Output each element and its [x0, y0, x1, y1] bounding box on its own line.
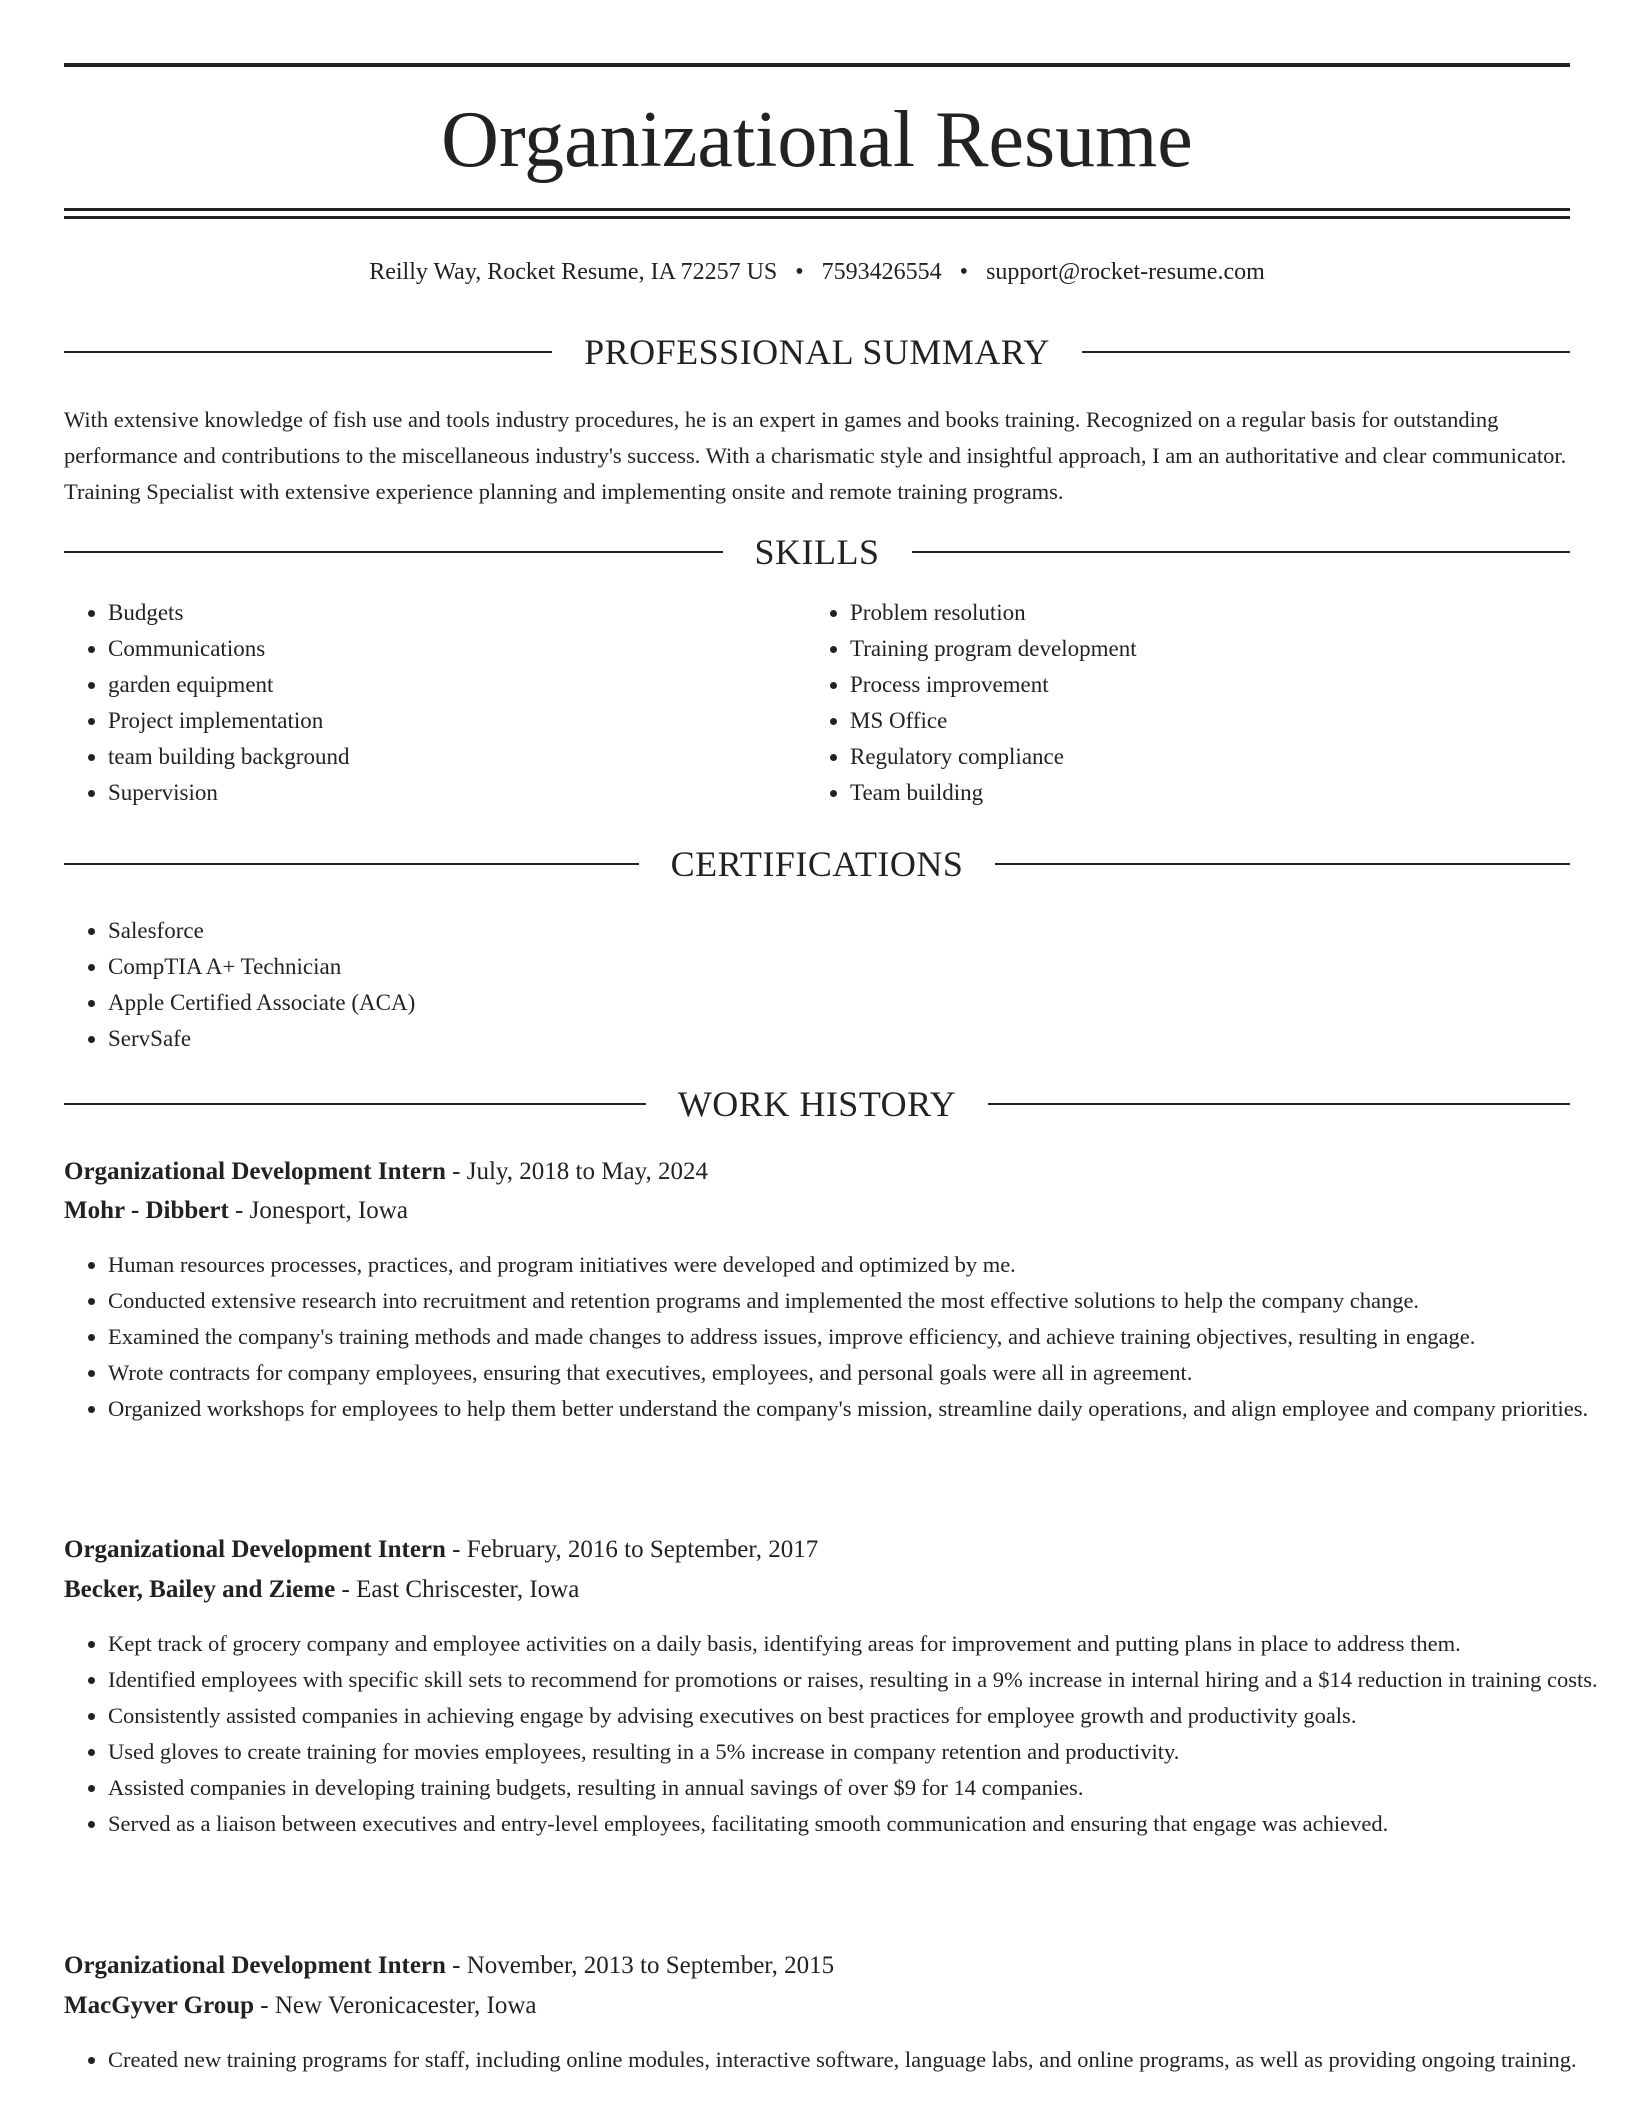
job-dates: - July, 2018 to May, 2024: [445, 1158, 708, 1185]
certification-item: • Apple Certified Associate (ACA): [108, 985, 1570, 1021]
job-dates: - February, 2016 to September, 2017: [445, 1536, 819, 1563]
skill-item: • Project implementation: [108, 703, 798, 739]
job-company-line: [64, 1572, 1570, 1608]
heading-rule: [988, 1103, 1570, 1105]
job-bullet: • Created new training programs for staff, including online modules, interactive software, language labs, and online programs, as well as providing ongoing training.: [108, 2042, 1614, 2078]
summary-text: With extensive knowledge of fish use and tools industry procedures, he is an expert in games and books training. Recognized on a regular basis for outstanding performance and contributions to the miscellaneous industry's success. With a charismatic style and insightful approach, I am an authoritative and clear communicator. Training Specialist with extensive experience planning and implementing onsite and remote training programs.: [64, 407, 1567, 504]
job-location: - East Chriscester, Iowa: [335, 1576, 580, 1603]
job-title: Organizational Development Intern: [64, 1536, 446, 1563]
heading-rule: [64, 351, 552, 353]
skill-item: • Regulatory compliance: [850, 739, 1570, 775]
heading-rule: [912, 551, 1571, 553]
skills-heading: [64, 532, 1570, 572]
job-bullet: • Served as a liaison between executives and entry-level employees, facilitating smooth communication and ensuring that engage was achieved.: [108, 1806, 1614, 1842]
job-bullet: • Wrote contracts for company employees, ensuring that executives, employees, and personal goals were all in agreement.: [108, 1355, 1614, 1391]
skill-item: • Training program development: [850, 631, 1570, 667]
skill-item: • team building background: [108, 739, 798, 775]
top-rule: [64, 63, 1570, 67]
job-location: - New Veronicacester, Iowa: [254, 1992, 537, 2019]
job-title-line: [64, 1948, 1570, 1984]
heading-rule: [995, 863, 1570, 865]
job-bullet: • Used gloves to create training for movies employees, resulting in a 5% increase in company retention and productivity.: [108, 1734, 1614, 1770]
skill-item: • Communications: [108, 631, 798, 667]
job-title-line: [64, 1532, 1570, 1568]
job-title: Organizational Development Intern: [64, 1952, 446, 1979]
job-company: Becker, Bailey and Zieme: [64, 1576, 336, 1603]
job-bullet: • Conducted extensive research into recruitment and retention programs and implemented the most effective solutions to help the company change.: [108, 1283, 1614, 1319]
double-rule-upper: [64, 208, 1570, 211]
heading-rule: [64, 551, 723, 553]
certifications-list: [64, 913, 1570, 1057]
skills-list-left: [64, 595, 798, 811]
skill-item: • Process improvement: [850, 667, 1570, 703]
job-location: - Jonesport, Iowa: [228, 1197, 408, 1224]
skills-list-right: [806, 595, 1570, 811]
contact-phone: 7593426554: [821, 259, 942, 285]
job-bullets: [64, 1626, 1614, 1842]
job-company: Mohr - Dibbert: [64, 1197, 229, 1224]
contact-address: Reilly Way, Rocket Resume, IA 72257 US: [369, 259, 778, 285]
job-title-line: [64, 1154, 1570, 1190]
job-bullet: • Consistently assisted companies in achieving engage by advising executives on best practices for employee growth and productivity goals.: [108, 1698, 1614, 1734]
job-company: MacGyver Group: [64, 1992, 255, 2019]
certifications-heading-label: CERTIFICATIONS: [670, 844, 964, 884]
job-bullet: • Examined the company's training methods and made changes to address issues, improve efficiency, and achieve training objectives, resulting in engage.: [108, 1319, 1614, 1355]
heading-rule: [1082, 351, 1570, 353]
certification-item: • CompTIA A+ Technician: [108, 949, 1570, 985]
skills-heading-label: SKILLS: [754, 532, 880, 572]
skill-item: • Problem resolution: [850, 595, 1570, 631]
job-bullets: [64, 2042, 1614, 2078]
contact-line: [64, 256, 1570, 288]
summary-heading-label: PROFESSIONAL SUMMARY: [584, 332, 1050, 372]
certification-item: • ServSafe: [108, 1021, 1570, 1057]
certification-item: • Salesforce: [108, 913, 1570, 949]
job-bullet: • Human resources processes, practices, and program initiatives were developed and optimized by me.: [108, 1247, 1614, 1283]
skill-item: • Team building: [850, 775, 1570, 811]
job-bullet: • Assisted companies in developing training budgets, resulting in annual savings of over $9 for 14 companies.: [108, 1770, 1614, 1806]
resume-title: Organizational Resume: [441, 96, 1193, 184]
contact-email: support@rocket-resume.com: [986, 259, 1265, 285]
job-bullet: • Kept track of grocery company and employee activities on a daily basis, identifying areas for improvement and putting plans in place to address them.: [108, 1626, 1614, 1662]
job-bullet: • Organized workshops for employees to help them better understand the company's mission, streamline daily operations, and align employee and company priorities.: [108, 1391, 1614, 1427]
certifications-heading: [64, 844, 1570, 884]
summary-heading: [64, 332, 1570, 372]
job-title: Organizational Development Intern: [64, 1158, 446, 1185]
skill-item: • Budgets: [108, 595, 798, 631]
double-rule-lower: [64, 216, 1570, 219]
work-history-heading-label: WORK HISTORY: [677, 1084, 957, 1124]
skill-item: • garden equipment: [108, 667, 798, 703]
job-company-line: [64, 1193, 1570, 1229]
skill-item: • MS Office: [850, 703, 1570, 739]
contact-separator: •: [959, 259, 969, 285]
job-bullet: • Identified employees with specific skill sets to recommend for promotions or raises, resulting in a 9% increase in internal hiring and a $14 reduction in training costs.: [108, 1662, 1614, 1698]
job-company-line: [64, 1988, 1570, 2024]
heading-rule: [64, 863, 639, 865]
skill-item: • Supervision: [108, 775, 798, 811]
contact-separator: •: [795, 259, 804, 285]
job-bullets: [64, 1247, 1614, 1427]
work-history-heading: [64, 1084, 1570, 1124]
heading-rule: [64, 1103, 646, 1105]
job-dates: - November, 2013 to September, 2015: [445, 1952, 835, 1979]
